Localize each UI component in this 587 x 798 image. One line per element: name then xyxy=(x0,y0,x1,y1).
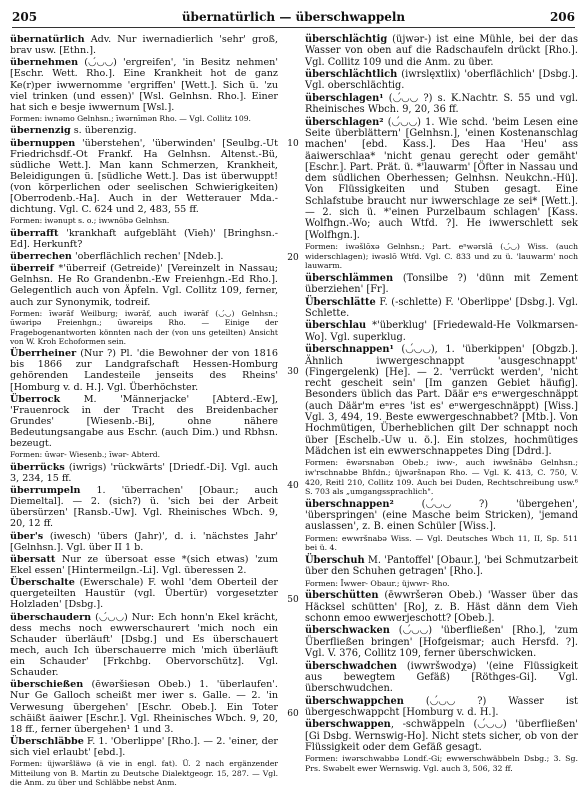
headword: überrechen xyxy=(10,251,72,263)
headword: überrücks xyxy=(10,461,65,473)
entry-text: (◡́◡◡ ?) s. K.Nachtr. S. 55 und vgl. Rheinisches Wbch. 9, 20, 36 ff. xyxy=(305,92,578,116)
forms-text: Formen: üjwəršläwə (ä vie in engl. fat). Ü. 2 nach ergänzender Mitteilung von B. Martin zu Deutsche Dialektgeogr. 15, 287. — Vgl. die Anm. zu über und Schläbbe nebst Anm. xyxy=(10,759,278,788)
headword: überreif xyxy=(10,263,54,275)
headword: überrafft xyxy=(10,227,59,239)
entry-text: (ēwəršiesən Obeb.) 1. 'überlaufen'. Nur Ge Galloch scheißt mer iwer s. Galle. — 2. 'in Verwesung übergehen' [Eschr. Obeb.]. Ein Toter schäißt äaiwer [Eschr.]. Vgl. Rheinisches Wbch. 9, 20, 18 ff., ferner übergehen¹ 1 und 3. xyxy=(10,679,278,735)
entry-text: (◡́◡◡) Nur: Ech honn'n Ekel krächt, dess mechs noch ewwerschaurert 'mich noch ein Schauder überläuft' [Dsbg.] und Es überschauert mech, auch Ich überschauerre mich 'mich überläuft ein Schauder' [Frkchbg. Obervorschütz]. Vgl. Schauder. xyxy=(10,611,278,679)
headword: überschießen xyxy=(10,679,84,691)
headword: überschlämmen xyxy=(305,272,394,284)
dictionary-entry xyxy=(10,263,278,307)
entry-text: , -schwäppeln (◡́◡◡) 'überfließen' [Gi Dsbg. Wernswig-Ho]. Nicht stets sicher, ob von der Flüssigkeit oder dem Gefäß gesagt. xyxy=(305,719,578,753)
forms-note xyxy=(10,450,278,459)
entry-text: (iwrslęxtlix) 'oberflächlich' [Dsbg.]. Vgl. oberschlächtig. xyxy=(305,69,578,92)
dictionary-entry xyxy=(305,117,578,241)
line-number: 20 xyxy=(287,253,299,263)
line-number: 40 xyxy=(287,481,299,491)
headword: überschnappen² xyxy=(305,498,394,510)
left-column xyxy=(10,34,278,789)
dictionary-entry xyxy=(305,273,578,296)
headword: überschlächtlich xyxy=(305,69,398,81)
entry-text: (Tonsilbe ?) 'dünn mit Zement überziehen' [Fr]. xyxy=(305,272,578,296)
forms-note xyxy=(305,534,578,553)
dictionary-entry xyxy=(305,625,578,659)
headword: übersatt xyxy=(10,553,56,565)
dictionary-entry xyxy=(10,228,278,250)
dictionary-entry xyxy=(305,344,578,457)
dictionary-entry xyxy=(305,297,578,320)
forms-text: Formen: ēwərsnabən Obeb.; iww-, auch iwwšnābə Gelnhsn.; iw'rschnabbe Bhfdn.; üjwəršnapən Rho. — Vgl. K. 413, C. 750, V. 420, Reitl 210, Collitz 109. Auch bei Duden, Rechtschreibung usw.⁶ S. 703 als „umgangssprachlich". xyxy=(305,458,578,497)
entry-text: 'krankhaft aufgebläht (Vieh)' [Bringhsn.-Ed]. Herkunft? xyxy=(10,227,278,250)
entry-text: (iwesch) 'übers (Jahr)', d. i. 'nächstes Jahr' [Gelnhsn.]. Vgl. über II 1 b. xyxy=(10,530,278,553)
dictionary-entry xyxy=(10,485,278,529)
headword: überschaudern xyxy=(10,611,92,623)
entry-text: (◡́◡◡) 1. Wie schd. 'beim Lesen eine Seite überblättern' [Gelnhsn.], 'einen Kostenanschlag machen' [ebd. Kass.]. Des Haa 'Heu' ass äaiwerschlaa* 'nicht genau gerecht oder gemäht' [Eschr.]. Part. Prät. ü. *'lauwarm' [Öfter in Nassau und dem südlichen Oberhessen; Gelnhsn. Neukchn.-Hü]. Von Flüssigkeiten und Stuben gesagt. Eine Schlafstube braucht nur iwwerschlage ze sei* [Wett.]. — 2. sich ü. *'einen Purzelbaum schlagen' [Kass. Wolfhgn.-Wo; auch Wtfd. ?]. He iwwerschlett sek [Wolfhgn.]. xyxy=(305,116,578,241)
dictionary-entry xyxy=(305,320,578,343)
headword: übernehmen xyxy=(10,57,79,69)
line-number: 30 xyxy=(287,367,299,377)
forms-note xyxy=(305,458,578,496)
dictionary-entry xyxy=(305,34,578,68)
forms-text: Formen: ūwər- Wiesenb.; īwər- Abterd. xyxy=(10,450,161,460)
dictionary-entry xyxy=(10,394,278,449)
entry-text: (◡́◡◡ ?) 'übergehen', 'überspringen' (eine Masche beim Stricken), 'jemand auslassen', z. B. einen Schüler [Wiss.]. xyxy=(305,498,578,533)
page-number-right: 206 xyxy=(549,10,575,24)
entry-text: *'überklug' [Friedewald-He Volkmarsen-Wo]. Vgl. superklug. xyxy=(305,320,578,343)
headword: über's xyxy=(10,530,44,542)
headword: Überrock xyxy=(10,393,61,405)
forms-note xyxy=(10,309,278,347)
entry-text: 1. 'überrachen' [Obaur.; auch Diemeltal]. — 2. (sich?) ü. 'sich bei der Arbeit übersürzen' [Ransb.-Uw]. Vgl. Rheinisches Wbch. 9, 20, 12 ff. xyxy=(10,485,278,530)
headword: übernatürlich xyxy=(10,34,85,45)
forms-text: Formen: iwənupt s. o.; iwwnōbə Gelnhsn. xyxy=(10,216,170,226)
headword: übernenzig xyxy=(10,125,71,137)
entry-text: (Ewerschale) F. wohl 'dem Oberteil der quergeteilten Haustür (vgl. Übertür) vorgesetzter Holzladen' [Dsbg.]. xyxy=(10,577,278,611)
header-rule xyxy=(12,27,575,28)
dictionary-entry xyxy=(10,138,278,216)
headword: Überschlätte xyxy=(305,296,376,308)
forms-text: Formen: Īwwer- Obaur.; üjwwr- Rho. xyxy=(305,578,450,588)
entry-text: M. 'Pantoffel' [Obaur.], 'bei Schmutzarbeit über den Schuhen getragen' [Rho.]. xyxy=(305,555,578,578)
entry-text: (iwwršwodχə) '(eine Flüssigkeit aus bewegtem Gefäß) [Röthges-Gi]. Vgl. überschwudchen. xyxy=(305,660,578,695)
entry-text: (üjwər-) ist eine Mühle, bei der das Wasser von oben auf die Radschaufeln drückt [Rho.]. Vgl. Collitz 109 und die Anm. zu über. xyxy=(305,34,578,68)
dictionary-entry xyxy=(305,719,578,753)
entry-text: (◡́◡◡), 1. 'überkippen' [Obgzb.]. Ähnlich iwwergeschnappt 'ausgeschnappt' (Fingergelenk) [He]. — 2. 'verrückt werden', 'nicht recht gescheit sein' [Im ganzen Gebiet häufig]. Besonders üblich das Part. Däär eⁿs eⁿwergeschnäppt (auch Däär'm eⁿres 'ist es' eⁿwergeschnäppt) [Wiss.] Vgl. 3, 494, 19. Beste ewwergeschnabbet? [Mtb.]. Von Hochmütigen, Überheblichen gilt Der schnappt noch über [Eschelb.-Uw u. ö.]. Ein stolzes, hochmütiges Mädchen ist ein ewwerschnappetes Ding [Ddrd.]. xyxy=(305,344,578,457)
entry-text: s. überenzig. xyxy=(70,125,137,137)
dictionary-entry xyxy=(305,696,578,719)
entry-text: Nur ze übersoat esse *(sich etwas) 'zum Ekel essen' [Hintermeilgn.-Li]. Vgl. überessen 2. xyxy=(10,553,278,576)
dictionary-entry xyxy=(10,34,278,56)
entry-text: Adv. Nur iwernadierlich 'sehr' groß, brav usw. [Ethn.]. xyxy=(10,34,278,57)
headword: Überschalte xyxy=(10,577,75,589)
headword: Überschläbbe xyxy=(10,735,84,747)
dictionary-entry xyxy=(305,499,578,533)
dictionary-entry xyxy=(10,612,278,678)
headword: überschwappen xyxy=(305,719,391,731)
headword: überschwadchen xyxy=(305,660,398,672)
entry-text: (◡́◡◡) 'überfließen' [Rho.], 'zum Überfließen bringen' [Hofgeismar; auch Hersfd. ?]. Vgl. V. 376, Collitz 109, ferner überschwicken. xyxy=(305,625,578,660)
forms-text: Formen: iwərschwabbə Londf.-Gi; ewwerschwäbbeln Dsbg.; 3. Sg. Prs. Swəbelt ewer Wernswig. Vgl. auch 3, 506, 32 ff. xyxy=(305,754,578,774)
headword: übernuppen xyxy=(10,137,76,149)
dictionary-entry xyxy=(10,462,278,484)
entry-text: (◡́◡◡ ?) Wasser ist übergeschwappcht [Homburg v. d. H.]. xyxy=(305,695,578,718)
headword: überschlau xyxy=(305,320,367,332)
headword: überschlächtig xyxy=(305,34,388,45)
entry-text: 'überstehen', 'überwinden' [Seulbg.-Ut Friedrichsdf.-Ot Frankf. Ha Gelnhsn. Altenst.-Bü, südliche Wett.]. Man kann Schmerzen, Krankheit, Beleidigungen ü. [südliche Wett.]. Das ist überwuppt! (von körperlichen oder seelischen Schwierigkeiten) [Oberrodenb.-Ha]. Auch in der Wetterauer Mda.-dichtung. Vgl. C. 624 und 2, 483, 55 ff. xyxy=(10,137,278,216)
dictionary-entry xyxy=(305,93,578,116)
dictionary-entry xyxy=(10,348,278,392)
headword: Überrheiner xyxy=(10,348,77,360)
entry-text: (iwrigs) 'rückwärts' [Driedf.-Di]. Vgl. auch 3, 234, 15 ff. xyxy=(10,461,278,484)
forms-note xyxy=(305,579,578,589)
headword: überschnappen¹ xyxy=(305,344,394,356)
headword: Überschuh xyxy=(305,555,365,567)
page-header xyxy=(12,10,575,26)
dictionary-entry xyxy=(10,554,278,576)
dictionary-entry xyxy=(305,590,578,624)
dictionary-entry xyxy=(10,125,278,136)
entry-text: M. 'Männerjacke' [Abterd.-Ew], 'Frauenrock in der Tracht des Breidenbacher Grundes' [Wiesenb.-Bi], ohne nähere Bedeutungsangabe aus Eschr. (auch Dim.) und Rbhsn. bezeugt. xyxy=(10,393,278,450)
dictionary-entry xyxy=(10,57,278,112)
dictionary-entry xyxy=(305,555,578,578)
forms-text: Formen: ewwršnabə Wiss. — Vgl. Deutsches Wbch 11, II, Sp. 511 bei ü. 4. xyxy=(305,533,578,553)
running-title: übernatürlich — überschwappeln xyxy=(181,10,406,24)
entry-text: F. 1. 'Oberlippe' [Rho.]. — 2. 'einer, der sich viel erlaubt' [ebd.]. xyxy=(10,735,278,758)
entry-text: *'überreif (Getreide)' [Vereinzelt in Nassau; Gelnhsn. He Ro Grandenbn.-Ew Freienhgn.-Ed Rho.]. Gelegentlich auch von Äpfeln. Vgl. Collitz 109, ferner, auch zur Synonymik, todreif. xyxy=(10,263,278,308)
forms-text: Formen: īwərāf Weilburg; iwərāf, auch iwərāf (◡́◡) Gelnhsn.; ūwəripə Freienhgn.; ūwəreips Rho. — Einige der Fragebogenantworten könnten nach der (von uns geteilten) Ansicht von W. Kroh Echoformen sein. xyxy=(10,308,278,346)
headword: überschütten xyxy=(305,590,379,602)
forms-note xyxy=(305,754,578,773)
entry-text: (◡́◡◡) 'ergreifen', 'in Besitz nehmen' [Eschr. Wett. Rho.]. Eine Krankheit hot de ganz Ke(r)per iwwernomme 'ergriffen' [Wett.]. Sich ü. 'zu viel trinken (und essen)' [Wsl. Gelnhsn. Rho.]. Einer hat sich e besje iwwernum [Wsl.]. xyxy=(10,57,278,113)
dictionary-entry xyxy=(305,69,578,92)
page-number-left: 205 xyxy=(12,10,38,24)
line-number: 60 xyxy=(287,709,299,719)
headword: überschwacken xyxy=(305,625,390,637)
dictionary-entry xyxy=(10,251,278,262)
dictionary-entry xyxy=(10,736,278,758)
forms-note xyxy=(10,216,278,225)
dictionary-entry xyxy=(10,679,278,734)
line-number: 10 xyxy=(287,139,299,149)
headword: überrumpeln xyxy=(10,485,81,497)
headword: überschwappchen xyxy=(305,695,404,707)
entry-text: (Nur ?) Pl. 'die Bewohner der von 1816 bis 1866 zur Landgrafschaft Hessen-Homburg gehörenden Landesteile jenseits des Rheins' [Homburg v. d. H.]. Vgl. Überhöchster. xyxy=(10,348,278,393)
entry-text: 'oberflächlich rechen' [Ndeb.]. xyxy=(71,251,224,263)
dictionary-entry xyxy=(10,531,278,553)
entry-text: (ēwwršerən Obeb.) 'Wasser über das Häcksel schütten' [Ro], z. B. Häst dänn dem Vieh schonn emoo ewwerjeschott? [Obeb.]. xyxy=(305,590,578,624)
line-number: 50 xyxy=(287,595,299,605)
forms-note xyxy=(305,242,578,271)
dictionary-entry xyxy=(305,661,578,695)
forms-text: Formen: iwəšlōxə Gelnhsn.; Part. eⁿwərslā (◡́◡) Wiss. (auch widerschlagen); iwəslō Wtfd. Vgl. C. 833 und zu ü. 'lauwarm' noch lauwarm. xyxy=(305,242,578,271)
entry-text: F. (-schlette) F. 'Oberlippe' [Dsbg.]. Vgl. Schlette. xyxy=(305,296,578,319)
forms-text: Formen: iwnəmo Gelnhsn.; īwərnīmən Rho. — Vgl. Collitz 109. xyxy=(10,113,251,123)
headword: überschlagen² xyxy=(305,116,384,128)
dictionary-entry xyxy=(10,577,278,610)
forms-note xyxy=(10,759,278,787)
right-column xyxy=(305,34,578,776)
forms-note xyxy=(10,114,278,123)
headword: überschlagen¹ xyxy=(305,92,384,104)
